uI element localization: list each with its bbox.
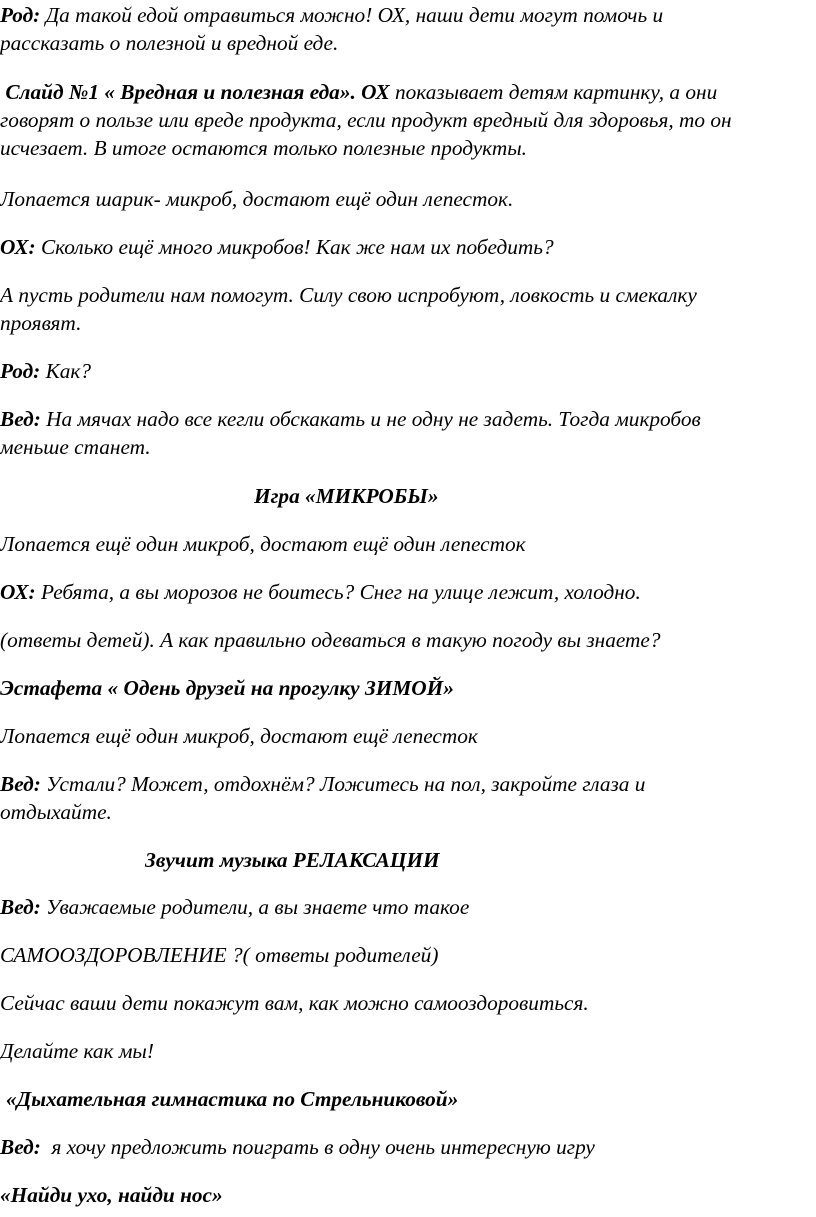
paragraph-2-line-2: говорят о пользе или вреде продукта, если продукт вредный для здоровья, то он — [0, 108, 732, 132]
paragraph-9 — [0, 530, 812, 558]
paragraph-text: Лопается ещё один микроб, достают ещё один лепесток — [0, 532, 526, 556]
paragraph-2-line-1 — [0, 78, 812, 106]
paragraph-text: Устали? Может, отдохнём? Ложитесь на пол, закройте глаза и — [46, 772, 646, 796]
paragraph-1-line-2: рассказать о полезной и вредной еде. — [0, 31, 339, 55]
heading-game-microbes: Игра «МИКРОБЫ» — [254, 484, 439, 508]
speaker-label: ОХ: — [0, 580, 36, 604]
paragraph-2-line-3: исчезает. В итоге остаются только полезные продукты. — [0, 136, 527, 160]
paragraph-text: показывает детям картинку, а они — [394, 80, 718, 104]
paragraph-10 — [0, 578, 812, 606]
speaker-label: ОХ: — [0, 235, 36, 259]
speaker-label: Вед: — [0, 772, 41, 796]
paragraph-7-line-2: меньше станет. — [0, 435, 151, 459]
slide-title: Слайд №1 « Вредная и полезная еда». ОХ — [5, 80, 390, 104]
paragraph-text: Уважаемые родители, а вы знаете что такое — [46, 895, 470, 919]
paragraph-text: Ребята, а вы морозов не боитесь? Снег на улице лежит, холодно. — [40, 580, 641, 604]
paragraph-text: Сейчас ваши дети покажут вам, как можно самооздоровиться. — [0, 991, 589, 1015]
paragraph-text: Да такой едой отравиться можно! ОХ, наши дети могут помочь и — [45, 3, 664, 27]
paragraph-text: На мячах надо все кегли обскакать и не одну не задеть. Тогда микробов — [46, 407, 701, 431]
paragraph-16 — [0, 893, 812, 921]
paragraph-5-line-2: проявят. — [0, 311, 82, 335]
paragraph-7 — [0, 405, 812, 461]
paragraph-5-line-1: А пусть родители нам помогут. Силу свою испробуют, ловкость и смекалку — [0, 283, 697, 307]
paragraph-text: Лопается шарик- микроб, достают ещё один лепесток. — [0, 187, 514, 211]
paragraph-21 — [0, 1133, 812, 1161]
paragraph-text: я хочу предложить поиграть в одну очень интересную игру — [51, 1135, 595, 1159]
paragraph-14 — [0, 770, 812, 826]
speaker-label: Вед: — [0, 1135, 41, 1159]
paragraph-14-line-1 — [0, 770, 812, 798]
heading-relay: Эстафета « Одень друзей на прогулку ЗИМОЙ» — [0, 676, 454, 700]
paragraph-14-line-2: отдыхайте. — [0, 800, 112, 824]
heading-breathing-exercises: «Дыхательная гимнастика по Стрельниковой» — [6, 1087, 459, 1111]
speaker-label: Род: — [0, 359, 41, 383]
paragraph-11 — [0, 626, 812, 654]
paragraph-17 — [0, 941, 812, 969]
paragraph-5 — [0, 281, 812, 337]
paragraph-19 — [0, 1037, 812, 1065]
paragraph-text: Лопается ещё один микроб, достают ещё лепесток — [0, 724, 478, 748]
speaker-label: Род: — [0, 3, 41, 27]
paragraph-text: (ответы детей). А как правильно одеваться в такую погоду вы знаете? — [0, 628, 661, 652]
speaker-label: Вед: — [0, 895, 41, 919]
paragraph-4 — [0, 233, 812, 261]
paragraph-13 — [0, 722, 812, 750]
paragraph-2 — [0, 78, 812, 162]
heading-find-ear-nose: «Найди ухо, найди нос» — [0, 1183, 223, 1207]
paragraph-text: Как? — [45, 359, 91, 383]
paragraph-7-line-1 — [0, 405, 812, 433]
paragraph-1-line-1 — [0, 1, 812, 29]
paragraph-3 — [0, 185, 812, 213]
heading-relaxation-music: Звучит музыка РЕЛАКСАЦИИ — [145, 848, 440, 872]
paragraph-text: САМООЗДОРОВЛЕНИЕ ?( ответы родителей) — [0, 943, 439, 967]
paragraph-text: Сколько ещё много микробов! Как же нам их победить? — [40, 235, 554, 259]
paragraph-text: Делайте как мы! — [0, 1039, 154, 1063]
paragraph-18 — [0, 989, 812, 1017]
paragraph-6 — [0, 357, 812, 385]
paragraph-1 — [0, 1, 812, 57]
speaker-label: Вед: — [0, 407, 41, 431]
